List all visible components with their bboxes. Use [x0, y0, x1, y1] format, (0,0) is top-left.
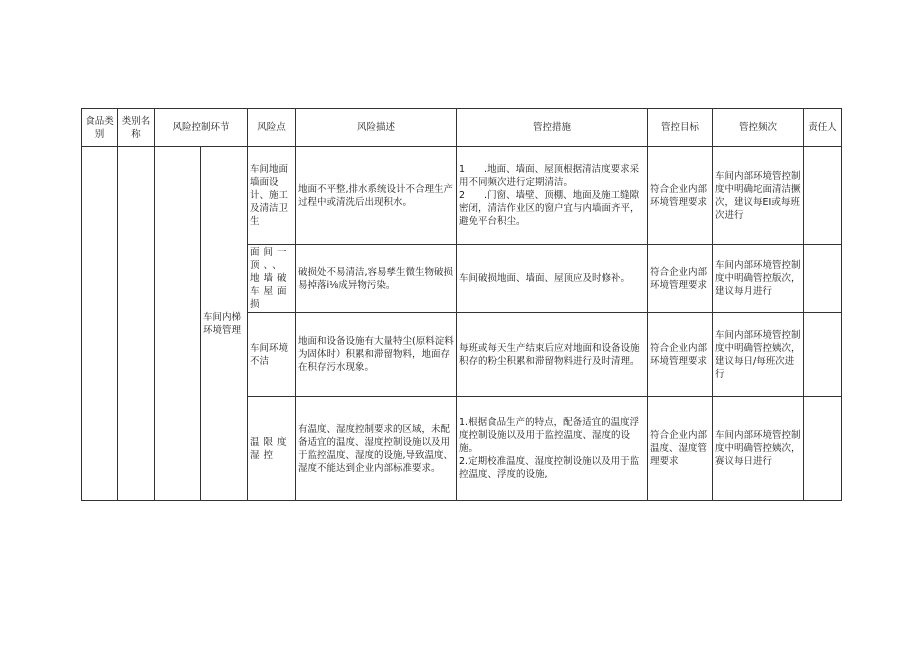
header-food-category: 食品类别: [82, 109, 118, 147]
category-name-cell: [118, 147, 155, 501]
risk-description-cell: 地面不平整,排水系统设计不合理生产过程中或清洗后出现积水。: [296, 147, 457, 245]
control-target-cell: 符合企业内部温度、湿度管理要求: [648, 397, 713, 501]
control-frequency-cell: 车间内部环境管控制度中明确管控版次，建议每月进行: [713, 245, 804, 313]
risk-point-cell: 车间环境不洁: [248, 313, 296, 397]
responsible-person-cell: [804, 397, 842, 501]
measure-item: 1 .地面、墙面、屋顶根据清洁度要求采用不同频次进行定期清洁。: [459, 164, 640, 188]
risk-description-cell: 破损处不易清洁,容易孳生微生物破损易掉落i⅛成异物污染。: [296, 245, 457, 313]
risk-description-cell: 地面和设备设施有大量特尘(原料淀料为固体时）积累和滞留物料，地面存在积存污水现象。: [296, 313, 457, 397]
table-row: [82, 147, 842, 245]
control-measures-cell: [457, 245, 648, 313]
control-frequency-cell: 车间内部环境管控制度中明确坨面清洁撅次，建议每EI或每班次进行: [713, 147, 804, 245]
risk-description-cell: 有温度、湿度控制要求的区域，未配备适宜的温度、湿度控制设施以及用于监控温度、湿度的设施,导致温度、湿度不能达到企业内部标准要求。: [296, 397, 457, 501]
risk-control-table: [81, 108, 842, 501]
header-control-measures: 管控措施: [457, 109, 648, 147]
group-label: 车间内梯环境管理: [203, 311, 242, 336]
risk-control-link-empty-cell: [155, 147, 201, 501]
measure-item: 2.定期校准温度、湿度控制设施以及用于监控温度、浮度的设施,: [459, 456, 640, 480]
header-risk-description: 风险描述: [296, 109, 457, 147]
header-control-target: 管控目标: [648, 109, 713, 147]
risk-point-cell: 车间地面墙面设计、施工及清洁卫生: [248, 147, 296, 245]
control-target-cell: 符合企业内部环境管理要求: [648, 313, 713, 397]
header-category-name: 类别名称: [118, 109, 155, 147]
control-measures-cell: [457, 313, 648, 397]
table-header-row: [82, 109, 842, 147]
risk-point-cell: 温限度湿控: [248, 397, 296, 501]
control-measures-cell: [457, 397, 648, 501]
responsible-person-cell: [804, 313, 842, 397]
measure-item: 2 .门窗、墙壁、顶棚、地面及施工缝隙密闭，清洁作业区的窗户宜与内墙面齐平，避免平台积尘。: [459, 190, 640, 227]
control-measures-cell: [457, 147, 648, 245]
control-target-cell: 符合企业内部环境管理要求: [648, 245, 713, 313]
measure-item: 车间破损地面、墙面、屋顶应及时修补。: [459, 273, 631, 284]
risk-point-cell: 面间一顶、、地墙破车屋面损: [248, 245, 296, 313]
group-label-cell: [201, 147, 248, 501]
header-control-frequency: 管控频次: [713, 109, 804, 147]
control-frequency-cell: 车间内部环境管控制度中明确管控姨次，建议每日/每班次进行: [713, 313, 804, 397]
control-target-cell: 符合企业内部环境管理要求: [648, 147, 713, 245]
measure-item: 1.根据食品生产的特点，配备适宜的温度浮度控制设施以及用于监控温度、湿度的设施。: [459, 417, 640, 454]
measure-item: 每班或每天生产结束后应对地面和设备设施积存的粉尘积累和滞留物料进行及时清理。: [459, 342, 640, 367]
food-category-cell: [82, 147, 118, 501]
header-risk-point: 风险点: [248, 109, 296, 147]
header-risk-control-link: 风险控制环节: [155, 109, 248, 147]
responsible-person-cell: [804, 245, 842, 313]
header-responsible-person: 责任人: [804, 109, 842, 147]
responsible-person-cell: [804, 147, 842, 245]
control-frequency-cell: 车间内部环境管控制度中明确管控姨次，赛议每日进行: [713, 397, 804, 501]
